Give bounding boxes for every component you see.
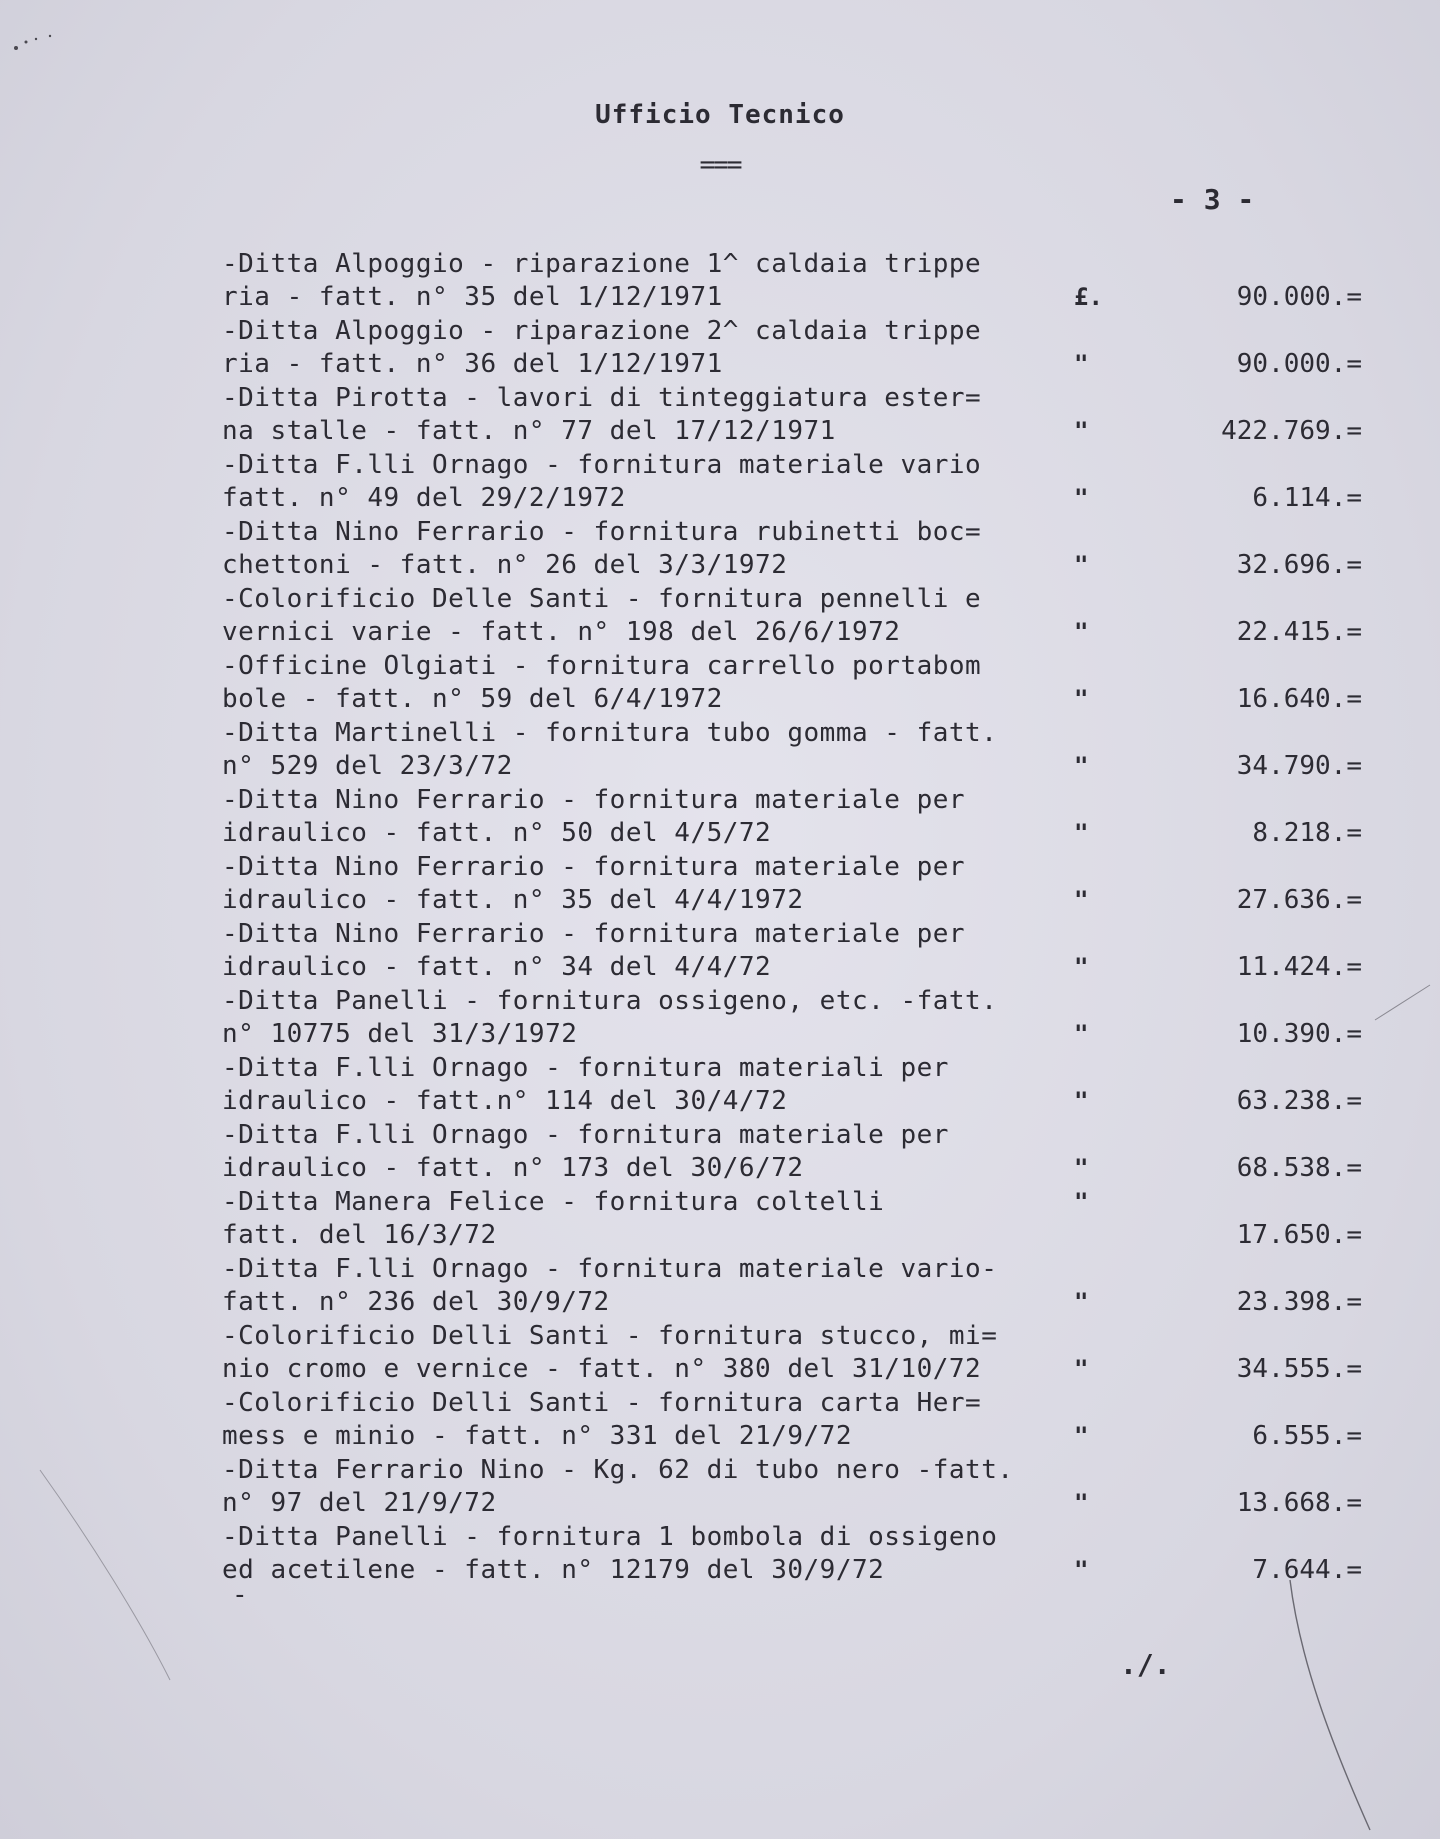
- invoice-entry: [222, 248, 1362, 315]
- entry-description-line-1: -Colorificio Delli Santi - fornitura stucco, mi=: [222, 1321, 998, 1351]
- invoice-entry: [222, 1052, 1362, 1119]
- entry-description-line-1: -Ditta Alpoggio - riparazione 2^ caldaia trippe: [222, 316, 982, 346]
- entry-amount: 7.644.=: [1252, 1555, 1362, 1585]
- entry-ditto-mark: ": [1074, 886, 1089, 914]
- entry-description-line-1: -Ditta Manera Felice - fornitura coltelli: [222, 1187, 885, 1217]
- entry-amount: 90.000.=: [1236, 282, 1362, 312]
- invoice-entry: [222, 918, 1362, 985]
- entry-ditto-mark: £.: [1074, 283, 1103, 311]
- entry-description-line-1: -Ditta F.lli Ornago - fornitura materiale vario: [222, 450, 982, 480]
- entry-amount: 16.640.=: [1236, 684, 1362, 714]
- entry-description-line-1: -Ditta Panelli - fornitura 1 bombola di ossigeno: [222, 1522, 998, 1552]
- entry-ditto-mark: ": [1074, 1355, 1089, 1383]
- entry-amount: 10.390.=: [1236, 1019, 1362, 1049]
- entry-ditto-mark: ": [1074, 1288, 1089, 1316]
- entry-amount: 34.555.=: [1236, 1354, 1362, 1384]
- entry-description-line-2: ria - fatt. n° 36 del 1/12/1971: [222, 349, 723, 379]
- entry-amount: 6.114.=: [1252, 483, 1362, 513]
- invoice-entry: [222, 1119, 1362, 1186]
- invoice-entry: [222, 315, 1362, 382]
- invoice-entry: [222, 449, 1362, 516]
- entry-description-line-1: -Colorificio Delle Santi - fornitura pennelli e: [222, 584, 982, 614]
- entry-ditto-mark: ": [1074, 1422, 1089, 1450]
- entry-ditto-mark: ": [1074, 1154, 1089, 1182]
- invoice-entry: [222, 784, 1362, 851]
- entry-ditto-mark: ": [1074, 1489, 1089, 1517]
- entry-ditto-mark: ": [1074, 350, 1089, 378]
- entry-ditto-mark: ": [1074, 417, 1089, 445]
- entry-description-line-2: n° 97 del 21/9/72: [222, 1488, 497, 1518]
- entry-amount: 17.650.=: [1236, 1220, 1362, 1250]
- entry-description-line-2: nio cromo e vernice - fatt. n° 380 del 31/10/72: [222, 1354, 982, 1384]
- entry-description-line-2: n° 529 del 23/3/72: [222, 751, 513, 781]
- entry-description-line-2: chettoni - fatt. n° 26 del 3/3/1972: [222, 550, 788, 580]
- entry-amount: 90.000.=: [1236, 349, 1362, 379]
- entry-amount: 34.790.=: [1236, 751, 1362, 781]
- entry-description-line-2: fatt. n° 236 del 30/9/72: [222, 1287, 610, 1317]
- entry-amount: 422.769.=: [1221, 416, 1362, 446]
- entry-ditto-mark: ": [1074, 551, 1089, 579]
- entry-description-line-1: -Ditta F.lli Ornago - fornitura materiale per: [222, 1120, 949, 1150]
- entry-amount: 11.424.=: [1236, 952, 1362, 982]
- invoice-entry: [222, 851, 1362, 918]
- entry-ditto-mark: ": [1074, 752, 1089, 780]
- entry-description-line-2: vernici varie - fatt. n° 198 del 26/6/1972: [222, 617, 901, 647]
- entry-description-line-2: fatt. del 16/3/72: [222, 1220, 497, 1250]
- invoice-entries-list: [222, 248, 1362, 1588]
- entry-description-line-1: -Ditta Nino Ferrario - fornitura materiale per: [222, 852, 966, 882]
- entry-description-line-2: idraulico - fatt. n° 34 del 4/4/72: [222, 952, 772, 982]
- entry-description-line-2: ed acetilene - fatt. n° 12179 del 30/9/72: [222, 1555, 885, 1585]
- entry-description-line-1: -Ditta Nino Ferrario - fornitura materiale per: [222, 919, 966, 949]
- invoice-entry: [222, 1320, 1362, 1387]
- entry-ditto-mark: ": [1074, 1556, 1089, 1584]
- invoice-entry: [222, 382, 1362, 449]
- trailing-dash: -: [232, 1580, 248, 1610]
- entry-ditto-mark: ": [1074, 819, 1089, 847]
- entry-description-line-2: fatt. n° 49 del 29/2/1972: [222, 483, 626, 513]
- continuation-mark: ./.: [1120, 1648, 1171, 1681]
- invoice-entry: [222, 717, 1362, 784]
- page-number: - 3 -: [1170, 183, 1255, 216]
- invoice-entry: [222, 1454, 1362, 1521]
- invoice-entry: [222, 985, 1362, 1052]
- entry-amount: 27.636.=: [1236, 885, 1362, 915]
- invoice-entry: [222, 1521, 1362, 1588]
- entry-description-line-1: -Ditta F.lli Ornago - fornitura materiale vario-: [222, 1254, 998, 1284]
- entry-description-line-2: ria - fatt. n° 35 del 1/12/1971: [222, 282, 723, 312]
- entry-ditto-mark: ": [1074, 1020, 1089, 1048]
- entry-ditto-mark: ": [1074, 484, 1089, 512]
- entry-ditto-mark: ": [1074, 618, 1089, 646]
- entry-description-line-1: -Ditta F.lli Ornago - fornitura materiali per: [222, 1053, 949, 1083]
- title-underline-rule: ===: [699, 150, 741, 180]
- entry-ditto-mark: ": [1074, 685, 1089, 713]
- invoice-entry: [222, 1186, 1362, 1253]
- entry-description-line-2: idraulico - fatt. n° 35 del 4/4/1972: [222, 885, 804, 915]
- entry-description-line-2: mess e minio - fatt. n° 331 del 21/9/72: [222, 1421, 852, 1451]
- entry-ditto-mark: ": [1074, 1188, 1089, 1216]
- entry-ditto-mark: ": [1074, 1087, 1089, 1115]
- entry-description-line-2: n° 10775 del 31/3/1972: [222, 1019, 578, 1049]
- entry-description-line-2: na stalle - fatt. n° 77 del 17/12/1971: [222, 416, 836, 446]
- entry-description-line-1: -Ditta Alpoggio - riparazione 1^ caldaia trippe: [222, 249, 982, 279]
- invoice-entry: [222, 516, 1362, 583]
- entry-description-line-1: -Colorificio Delli Santi - fornitura carta Her=: [222, 1388, 982, 1418]
- entry-description-line-1: -Ditta Panelli - fornitura ossigeno, etc. -fatt.: [222, 986, 998, 1016]
- entry-amount: 23.398.=: [1236, 1287, 1362, 1317]
- entry-amount: 13.668.=: [1236, 1488, 1362, 1518]
- entry-description-line-2: idraulico - fatt.n° 114 del 30/4/72: [222, 1086, 788, 1116]
- invoice-entry: [222, 1253, 1362, 1320]
- invoice-entry: [222, 650, 1362, 717]
- entry-amount: 32.696.=: [1236, 550, 1362, 580]
- entry-amount: 63.238.=: [1236, 1086, 1362, 1116]
- entry-description-line-2: idraulico - fatt. n° 50 del 4/5/72: [222, 818, 772, 848]
- entry-description-line-1: -Ditta Ferrario Nino - Kg. 62 di tubo nero -fatt.: [222, 1455, 1014, 1485]
- entry-amount: 68.538.=: [1236, 1153, 1362, 1183]
- entry-description-line-1: -Officine Olgiati - fornitura carrello portabom: [222, 651, 982, 681]
- invoice-entry: [222, 1387, 1362, 1454]
- entry-amount: 22.415.=: [1236, 617, 1362, 647]
- entry-ditto-mark: ": [1074, 953, 1089, 981]
- entry-amount: 6.555.=: [1252, 1421, 1362, 1451]
- entry-description-line-1: -Ditta Pirotta - lavori di tinteggiatura ester=: [222, 383, 982, 413]
- entry-amount: 8.218.=: [1252, 818, 1362, 848]
- entry-description-line-1: -Ditta Martinelli - fornitura tubo gomma - fatt.: [222, 718, 998, 748]
- ink-specks: [10, 30, 70, 60]
- entry-description-line-1: -Ditta Nino Ferrario - fornitura rubinetti boc=: [222, 517, 982, 547]
- office-title: Ufficio Tecnico: [595, 100, 845, 130]
- entry-description-line-2: bole - fatt. n° 59 del 6/4/1972: [222, 684, 723, 714]
- entry-description-line-2: idraulico - fatt. n° 173 del 30/6/72: [222, 1153, 804, 1183]
- entry-description-line-1: -Ditta Nino Ferrario - fornitura materiale per: [222, 785, 966, 815]
- invoice-entry: [222, 583, 1362, 650]
